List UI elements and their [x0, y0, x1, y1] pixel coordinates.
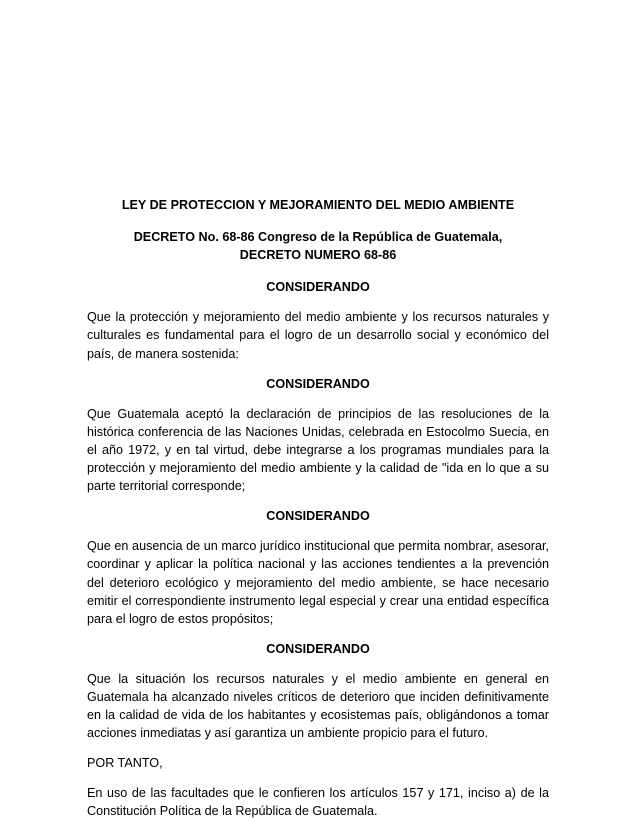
considerando-heading-3: CONSIDERANDO	[266, 509, 370, 524]
decree-line: DECRETO No. 68-86 Congreso de la República de Guatemala, DECRETO NUMERO 68-86	[133, 230, 503, 263]
considerando-heading-4: CONSIDERANDO	[266, 641, 370, 656]
considerando-paragraph-2: Que Guatemala aceptó la declaración de principios de las resoluciones de la histórica conferencia de las Naciones Unidas, celebrada en Estocolmo Suecia, en el año 1972, y en tal virtud, debe integrarse a los programas mundiales para la protección y mejoramiento del medio ambiente y la calidad de "ida en lo que a su parte territorial corresponde;	[87, 406, 549, 494]
document-title: LEY DE PROTECCION Y MEJORAMIENTO DEL MEDIO AMBIENTE	[121, 198, 515, 212]
considerando-paragraph-4: Que la situación los recursos naturales y el medio ambiente en general en Guatemala ha alcanzado niveles críticos de deterioro que inciden definitivamente en la calidad de vida de los habitantes y ecosistemas país, obligándonos a tomar acciones inmediatas y así garantiza un ambiente propicio para el futuro.	[87, 671, 549, 741]
por-tanto-line: POR TANTO,	[87, 756, 163, 771]
document-body	[87, 196, 549, 833]
considerando-paragraph-1: Que la protección y mejoramiento del medio ambiente y los recursos naturales y culturales es fundamental para el logro de un desarrollo social y económico del país, de manera sostenida:	[87, 310, 549, 361]
closing-paragraph: En uso de las facultades que le confieren los artículos 157 y 171, inciso a) de la Constitución Política de la República de Guatemala.	[87, 786, 549, 819]
considerando-paragraph-3: Que en ausencia de un marco jurídico institucional que permita nombrar, asesorar, coordinar y aplicar la política nacional y las acciones tendientes a la prevención del deterioro ecológico y mejoramiento del medio ambiente, se hace necesario emitir el correspondiente instrumento legal especial y crear una entidad específica para el logro de estos propósitos;	[87, 539, 549, 626]
considerando-heading-2: CONSIDERANDO	[266, 376, 370, 391]
considerando-heading-1: CONSIDERANDO	[266, 280, 370, 295]
